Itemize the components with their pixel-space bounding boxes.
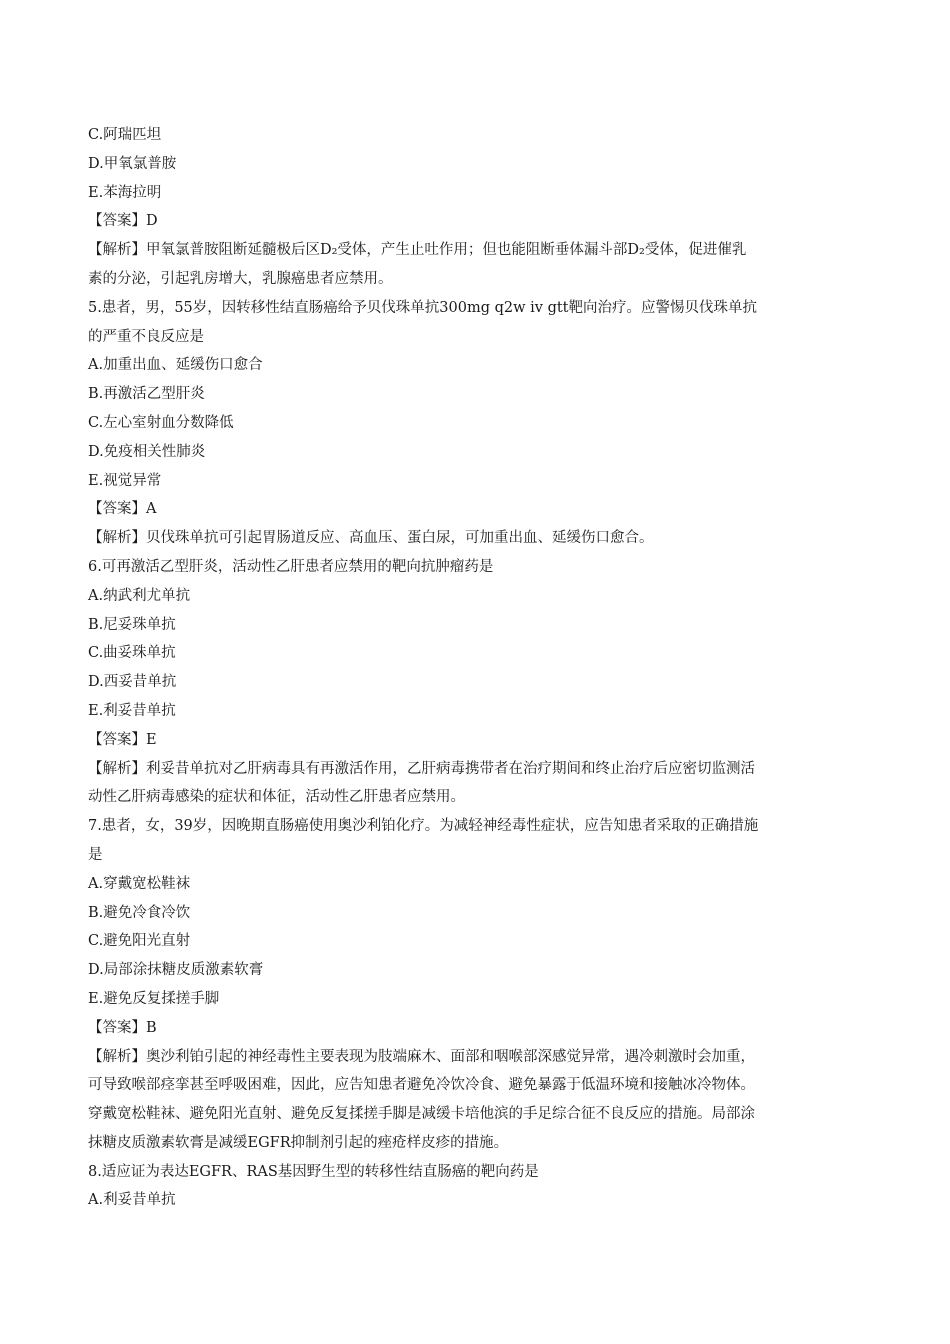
- question-7: 7.患者，女，39岁，因晚期直肠癌使用奥沙利铂化疗。为减轻神经毒性症状，应告知患者采取的正确措施: [88, 818, 759, 835]
- question-6: 6.可再激活乙型肝炎，活动性乙肝患者应禁用的靶向抗肿瘤药是: [88, 558, 494, 575]
- explanation-line: 可导致喉部痉挛甚至呼吸困难，因此，应告知患者避免冷饮冷食、避免暴露于低温环境和接触冰冷物体。: [88, 1077, 755, 1094]
- option-c: C.避免阳光直射: [88, 933, 191, 950]
- question-5-cont: 的严重不良反应是: [88, 328, 204, 345]
- option-e: E.苯海拉明: [88, 184, 162, 201]
- option-c: C.阿瑞匹坦: [88, 127, 162, 143]
- explanation-line: 【解析】利妥昔单抗对乙肝病毒具有再激活作用，乙肝病毒携带者在治疗期间和终止治疗后应密切监测活: [88, 760, 755, 777]
- explanation-line: 【解析】贝伐珠单抗可引起胃肠道反应、高血压、蛋白尿，可加重出血、延缓伤口愈合。: [88, 530, 654, 547]
- answer: 【答案】A: [88, 501, 157, 518]
- option-c: C.左心室射血分数降低: [88, 414, 234, 431]
- option-b: B.再激活乙型肝炎: [88, 386, 205, 403]
- explanation-line: 素的分泌，引起乳房增大，乳腺癌患者应禁用。: [88, 270, 393, 287]
- explanation-line: 动性乙肝病毒感染的症状和体征，活动性乙肝患者应禁用。: [88, 789, 465, 806]
- option-e: E.利妥昔单抗: [88, 702, 176, 719]
- answer: 【答案】E: [88, 731, 157, 748]
- option-a: A.利妥昔单抗: [88, 1192, 176, 1209]
- question-5: 5.患者，男，55岁，因转移性结直肠癌给予贝伐珠单抗300mg q2w iv gtt靶向治疗。应警惕贝伐珠单抗: [88, 299, 758, 316]
- option-d: D.局部涂抹糖皮质激素软膏: [88, 962, 264, 979]
- document-page: [88, 121, 868, 1215]
- option-d: D.免疫相关性肺炎: [88, 443, 206, 460]
- option-a: A.加重出血、延缓伤口愈合: [88, 357, 263, 374]
- option-a: A.纳武利尤单抗: [88, 587, 191, 604]
- option-a: A.穿戴宽松鞋袜: [88, 875, 191, 892]
- explanation-line: 【解析】甲氧氯普胺阻断延髓极后区D₂受体，产生止吐作用；但也能阻断垂体漏斗部D₂受体，促进催乳: [88, 242, 747, 259]
- option-b: B.尼妥珠单抗: [88, 616, 176, 633]
- option-b: B.避免冷食冷饮: [88, 904, 191, 921]
- question-7-cont: 是: [88, 846, 103, 863]
- explanation-line: 穿戴宽松鞋袜、避免阳光直射、避免反复揉搓手脚是减缓卡培他滨的手足综合征不良反应的措施。局部涂: [88, 1106, 755, 1123]
- explanation-line: 抹糖皮质激素软膏是减缓EGFR抑制剂引起的痤疮样皮疹的措施。: [88, 1134, 509, 1151]
- question-8: 8.适应证为表达EGFR、RAS基因野生型的转移性结直肠癌的靶向药是: [88, 1163, 539, 1180]
- answer: 【答案】D: [88, 213, 158, 230]
- explanation-line: 【解析】奥沙利铂引起的神经毒性主要表现为肢端麻木、面部和咽喉部深感觉异常，遇冷刺激时会加重，: [88, 1048, 755, 1065]
- answer: 【答案】B: [88, 1019, 157, 1036]
- option-d: D.甲氧氯普胺: [88, 155, 177, 172]
- option-c: C.曲妥珠单抗: [88, 645, 176, 662]
- option-e: E.视觉异常: [88, 472, 162, 489]
- option-e: E.避免反复揉搓手脚: [88, 990, 220, 1007]
- option-d: D.西妥昔单抗: [88, 674, 177, 691]
